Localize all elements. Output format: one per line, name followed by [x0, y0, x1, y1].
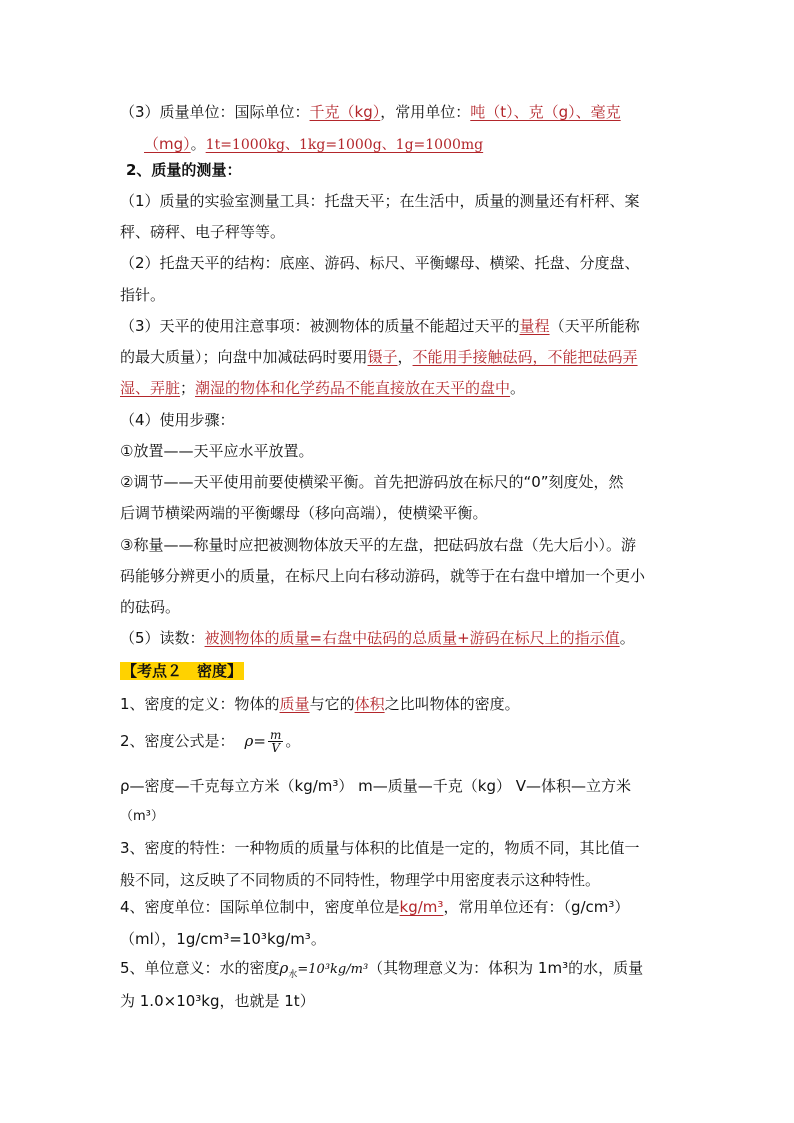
si-density-unit: kg/m³	[399, 898, 444, 916]
fraction-numerator: m	[269, 728, 282, 742]
text: 与它的	[309, 695, 355, 713]
paragraph-line: ①放置——天平应水平放置。	[120, 442, 314, 460]
paragraph-line: （2）托盘天平的结构：底座、游码、标尺、平衡螺母、横梁、托盘、分度盘、	[120, 254, 640, 272]
water-subscript: 水	[288, 970, 298, 980]
text: 。	[190, 135, 206, 153]
text: ，常用单位还有：（g/cm³）	[443, 898, 630, 916]
text: （其物理意义为：体积为 1m³的水，质量	[368, 959, 644, 977]
paragraph-line: ρ—密度—千克每立方米（kg/m³） m—质量—千克（kg） V—体积—立方米	[120, 777, 632, 795]
paragraph-line: 为 1.0×10³kg，也就是 1t）	[120, 992, 315, 1010]
paragraph-line: 的砝码。	[120, 598, 181, 616]
paragraph-line	[120, 897, 629, 917]
equals-sign: =	[253, 732, 266, 750]
heading-mass-measurement: 2、质量的测量：	[126, 161, 242, 179]
paragraph-line	[120, 347, 638, 367]
keyword-tweezers: 镊子	[367, 348, 398, 366]
text: ，常用单位：	[380, 103, 471, 121]
text: （3）质量单位：国际单位：	[120, 103, 310, 121]
text: 。	[510, 379, 526, 397]
text: 4、密度单位：国际单位制中，密度单位是	[120, 898, 400, 916]
mass-unit-line-1	[120, 102, 621, 122]
water-density-value: =10³kg/m³	[297, 962, 369, 977]
keyword-rule: 不能用手接触砝码，不能把砝码弄	[412, 348, 638, 366]
text: 2、密度公式是：	[120, 732, 235, 750]
keyword-volume: 体积	[354, 695, 385, 713]
density-fraction	[268, 729, 283, 754]
paragraph-line: 码能够分辨更小的质量，在标尺上向右移动游码，就等于在右盘中增加一个更小	[120, 567, 646, 585]
kilogram-unit: 千克（kg）	[309, 103, 381, 121]
text: 5、单位意义：水的密度	[120, 959, 280, 977]
section-header	[120, 661, 244, 681]
paragraph-line: ③称量——称量时应把被测物体放天平的左盘，把砝码放右盘（先大后小）。游	[120, 536, 636, 554]
text: 的最大质量）；向盘中加减砝码时要用	[120, 348, 368, 366]
paragraph-line: 般不同，这反映了不同物质的不同特性，物理学中用密度表示这种特性。	[120, 871, 601, 889]
paragraph-line: ②调节——天平使用前要使横梁平衡。首先把游码放在标尺的“0”刻度处，然	[120, 473, 624, 491]
text: 1、密度的定义：物体的	[120, 695, 280, 713]
text: （5）读数：	[120, 629, 205, 647]
paragraph-line: （m³）	[120, 809, 164, 824]
text: 。	[285, 732, 301, 750]
fraction-denominator: V	[271, 741, 280, 755]
paragraph-line: （1）质量的实验室测量工具：托盘天平；在生活中，质量的测量还有杆秤、案	[120, 192, 640, 210]
mg-unit: （mg）	[144, 135, 191, 153]
paragraph-line: 秤、磅秤、电子秤等等。	[120, 223, 286, 241]
text: 。	[619, 629, 635, 647]
keyword-rule: 潮湿的物体和化学药品不能直接放在天平的盘中	[195, 379, 511, 397]
density-formula-line	[120, 724, 300, 758]
mass-unit-line-2	[144, 134, 483, 155]
text: ，	[397, 348, 413, 366]
paragraph-line	[120, 378, 525, 398]
paragraph-line: 3、密度的特性：一种物质的质量与体积的比值是一定的，物质不同，其比值一	[120, 839, 640, 857]
rho-symbol: ρ	[279, 959, 289, 977]
keyword-rule: 湿、弄脏	[120, 379, 181, 397]
unit-conversions: 1t=1000kg、1kg=1000g、1g=1000mg	[205, 137, 484, 153]
keyword-range: 量程	[519, 317, 550, 335]
paragraph-line: 后调节横梁两端的平衡螺母（移向高端），使横梁平衡。	[120, 504, 488, 522]
paragraph-line: （ml），1g/cm³=10³kg/m³。	[120, 930, 326, 948]
keyword-mass: 质量	[279, 695, 310, 713]
reading-formula: 被测物体的质量=右盘中砝码的总质量+游码在标尺上的指示值	[204, 629, 620, 647]
paragraph-line: （4）使用步骤：	[120, 411, 235, 429]
paragraph-line	[120, 316, 640, 336]
common-units: 吨（t）、克（g）、毫克	[470, 103, 621, 121]
paragraph-line	[120, 694, 520, 714]
paragraph-line	[120, 628, 635, 648]
text: ；	[180, 379, 196, 397]
paragraph-line: 指针。	[120, 286, 166, 304]
rho-symbol: ρ	[244, 732, 254, 750]
text: 之比叫物体的密度。	[384, 695, 520, 713]
text: （3）天平的使用注意事项：被测物体的质量不能超过天平的	[120, 317, 520, 335]
paragraph-line	[120, 958, 643, 985]
text: （天平所能称	[549, 317, 640, 335]
section-density-label: 【考点２ 密度】	[122, 662, 243, 680]
